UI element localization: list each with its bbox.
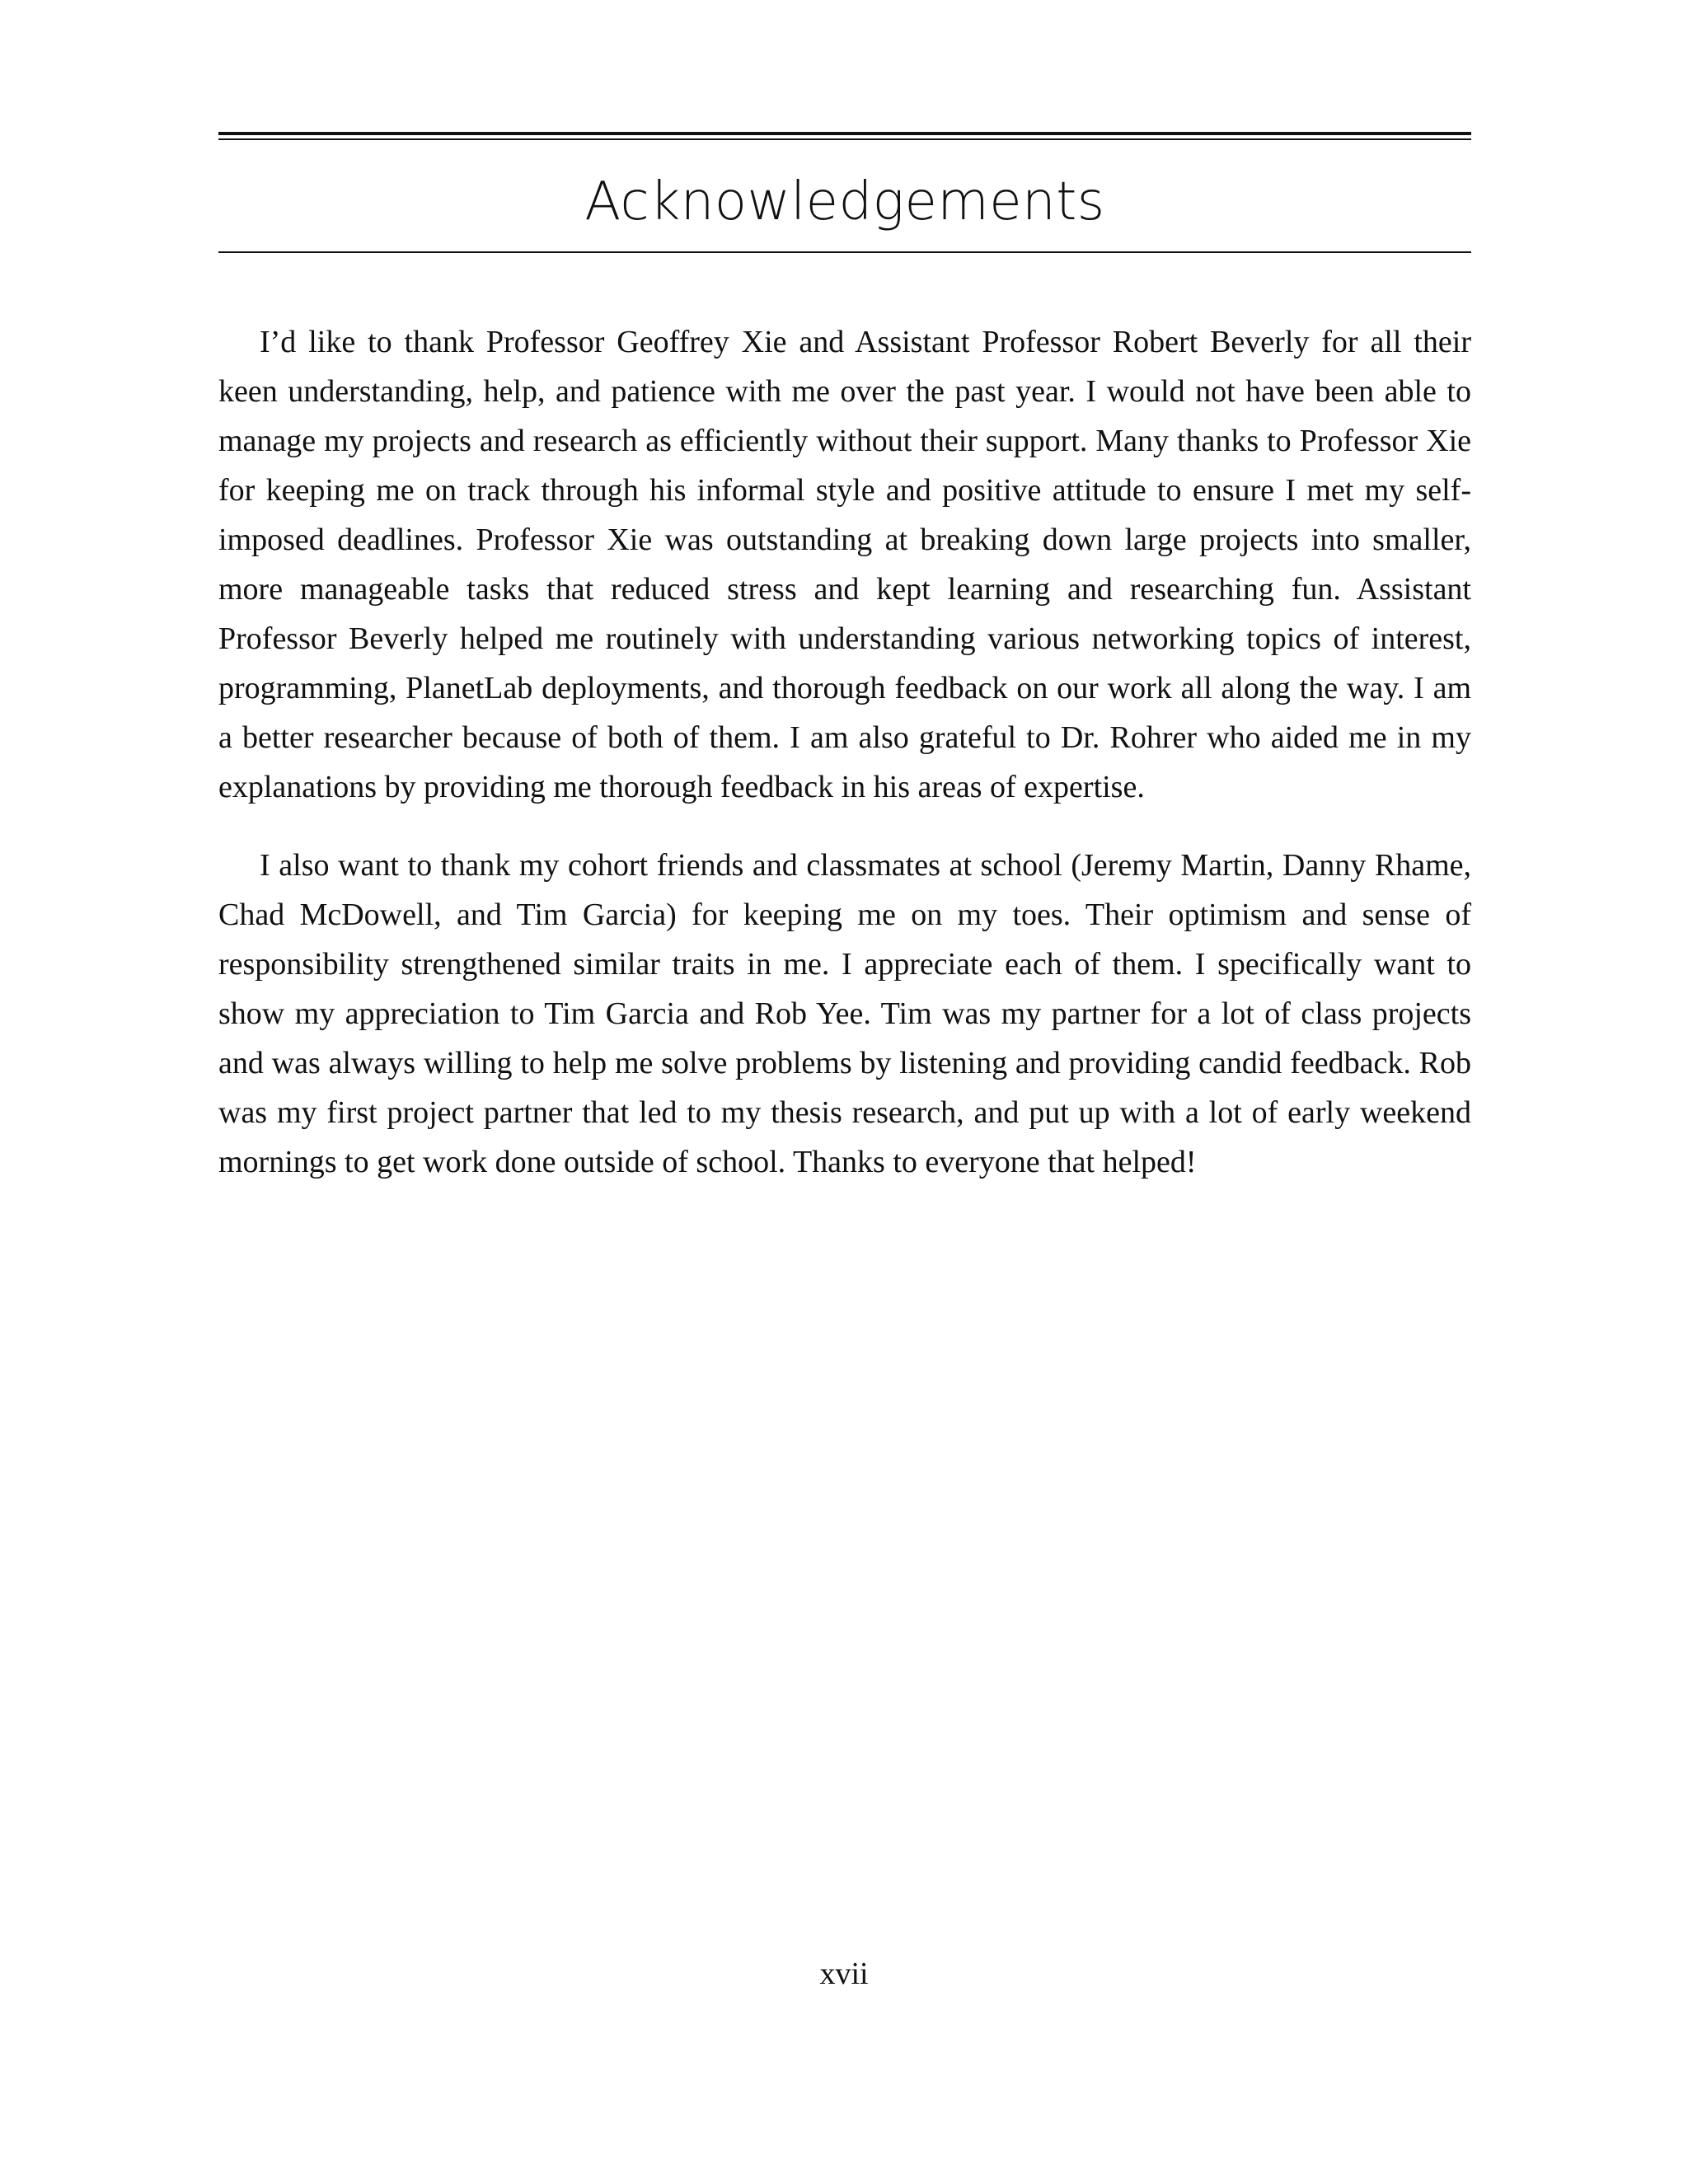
paragraph-1: I’d like to thank Professor Geoffrey Xie and Assistant Professor Robert Beverly for all their keen understanding, help, and patience with me over the past year. I would not have been able to manage my projects and research as efficiently without their support. Many thanks to Professor Xie for keeping me on track through his informal style and positive attitude to ensure I met my self-imposed deadlines. Professor Xie was outstanding at breaking down large projects into smaller, more manageable tasks that reduced stress and kept learning and researching fun. Assistant Professor Beverly helped me routinely with understanding various networking topics of interest, programming, PlanetLab deployments, and thorough feedback on our work all along the way. I am a better researcher because of both of them. I am also grateful to Dr. Rohrer who aided me in my explanations by providing me thorough feedback in his areas of expertise. — [218, 325, 1471, 804]
page-number: xvii — [819, 1957, 869, 1991]
title-bottom-rule — [218, 251, 1471, 253]
paragraph-2: I also want to thank my cohort friends and classmates at school (Jeremy Martin, Danny Rhame, Chad McDowell, and Tim Garcia) for keeping me on my toes. Their optimism and sense of responsibility strengthened similar traits in me. I appreciate each of them. I specifically want to show my appreciation to Tim Garcia and Rob Yee. Tim was my partner for a lot of class projects and was always willing to help me solve problems by listening and providing candid feedback. Rob was my first project partner that led to my thesis research, and put up with a lot of early weekend mornings to get work done outside of school. Thanks to everyone that helped! — [218, 848, 1471, 1179]
title-top-double-rule — [218, 132, 1471, 140]
acknowledgements-body — [218, 317, 1471, 1216]
chapter-title: Acknowledgements — [584, 171, 1105, 232]
